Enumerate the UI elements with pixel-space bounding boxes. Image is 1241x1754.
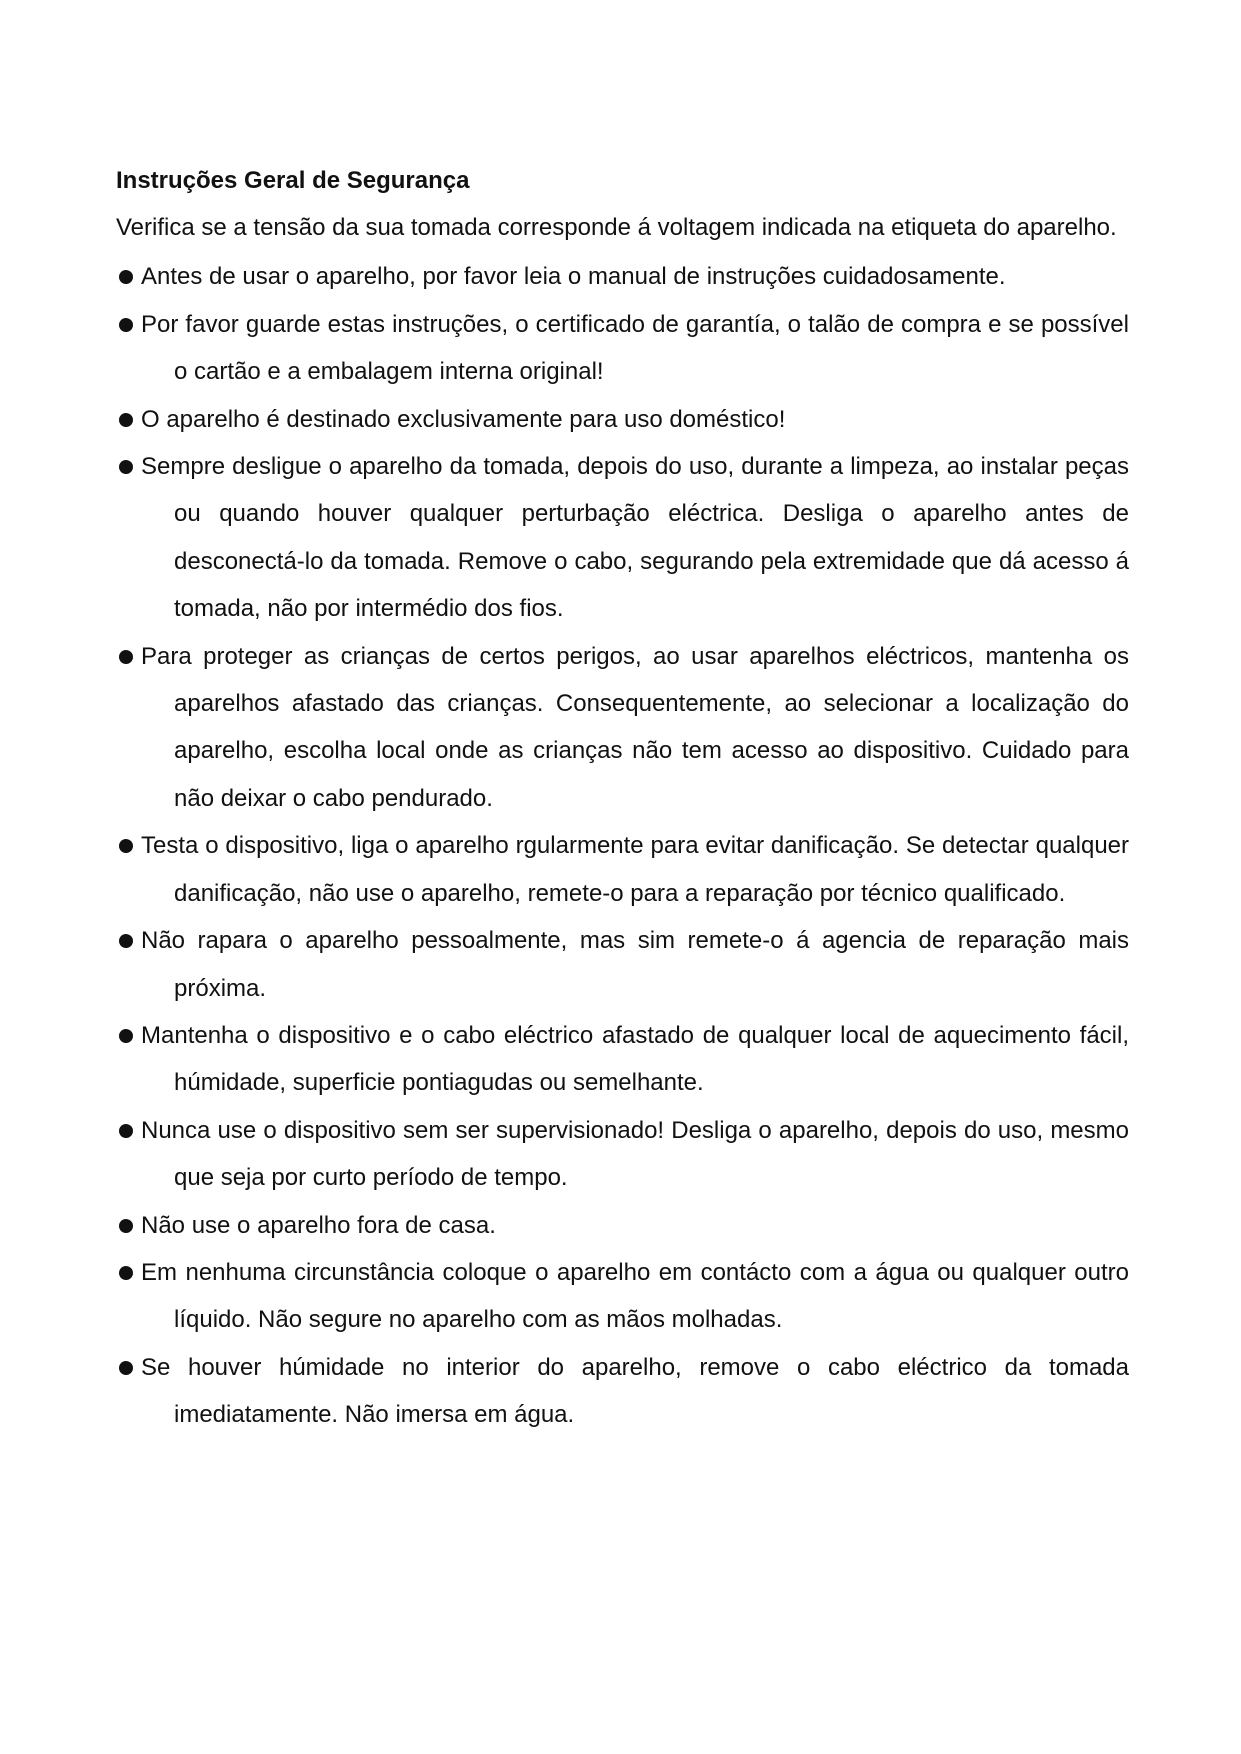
list-item-text: Por favor guarde estas instruções, o certificado de garantía, o talão de compra e se possível o cartão e a embalagem interna original! (141, 310, 1129, 386)
bullet-icon (119, 839, 133, 853)
list-item (116, 1012, 1129, 1107)
list-item-text: Sempre desligue o aparelho da tomada, depois do uso, durante a limpeza, ao instalar peças ou quando houver qualquer perturbação eléctrica. Desliga o aparelho antes de desconectá-lo da tomada. Remove o cabo, segurando pela extremidade que dá acesso á tomada, não por intermédio dos fios. (141, 453, 1129, 623)
list-item-text: Mantenha o dispositivo e o cabo eléctrico afastado de qualquer local de aquecimento fácil, húmidade, superficie pontiagudas ou semelhante. (141, 1021, 1129, 1097)
list-item-text: Nunca use o dispositivo sem ser supervisionado! Desliga o aparelho, depois do uso, mesmo que seja por curto período de tempo. (141, 1116, 1129, 1192)
list-item (116, 1249, 1129, 1344)
list-item (116, 396, 1129, 443)
list-item (116, 633, 1129, 823)
list-item (116, 1107, 1129, 1202)
bullet-icon (119, 650, 133, 664)
bullet-icon (119, 1266, 133, 1280)
list-item (116, 443, 1129, 633)
list-item-text: Não use o aparelho fora de casa. (141, 1211, 496, 1239)
document-page (116, 163, 1129, 1439)
list-item (116, 917, 1129, 1012)
intro-paragraph: Verifica se a tensão da sua tomada corresponde á voltagem indicada na etiqueta do aparelho. (116, 214, 1117, 241)
list-item (116, 253, 1129, 300)
safety-instructions-list (116, 253, 1129, 1438)
bullet-icon (119, 270, 133, 284)
list-item-text: Testa o dispositivo, liga o aparelho rgularmente para evitar danificação. Se detectar qualquer danificação, não use o aparelho, remete-o para a reparação por técnico qualificado. (141, 832, 1129, 907)
list-item (116, 822, 1129, 917)
list-item-text: Antes de usar o aparelho, por favor leia o manual de instruções cuidadosamente. (141, 263, 1006, 291)
list-item (116, 1202, 1129, 1249)
list-item (116, 301, 1129, 396)
list-item-text: Em nenhuma circunstância coloque o aparelho em contácto com a água ou qualquer outro líquido. Não segure no aparelho com as mãos molhadas. (141, 1258, 1129, 1334)
bullet-icon (119, 1219, 133, 1233)
list-item-text: O aparelho é destinado exclusivamente para uso doméstico! (141, 405, 786, 433)
list-item-text: Se houver húmidade no interior do aparelho, remove o cabo eléctrico da tomada imediatamente. Não imersa em água. (141, 1353, 1129, 1429)
document-title: Instruções Geral de Segurança (116, 167, 470, 194)
bullet-icon (119, 1029, 133, 1043)
list-item-text: Para proteger as crianças de certos perigos, ao usar aparelhos eléctricos, mantenha os aparelhos afastado das crianças. Consequentemente, ao selecionar a localização do aparelho, escolha local onde as crianças não tem acesso ao dispositivo. Cuidado para não deixar o cabo pendurado. (141, 642, 1129, 812)
bullet-icon (119, 413, 133, 427)
bullet-icon (119, 460, 133, 474)
list-item (116, 1344, 1129, 1439)
bullet-icon (119, 934, 133, 948)
bullet-icon (119, 318, 133, 332)
list-item-text: Não rapara o aparelho pessoalmente, mas sim remete-o á agencia de reparação mais próxima. (141, 927, 1129, 1002)
bullet-icon (119, 1361, 133, 1375)
bullet-icon (119, 1124, 133, 1138)
